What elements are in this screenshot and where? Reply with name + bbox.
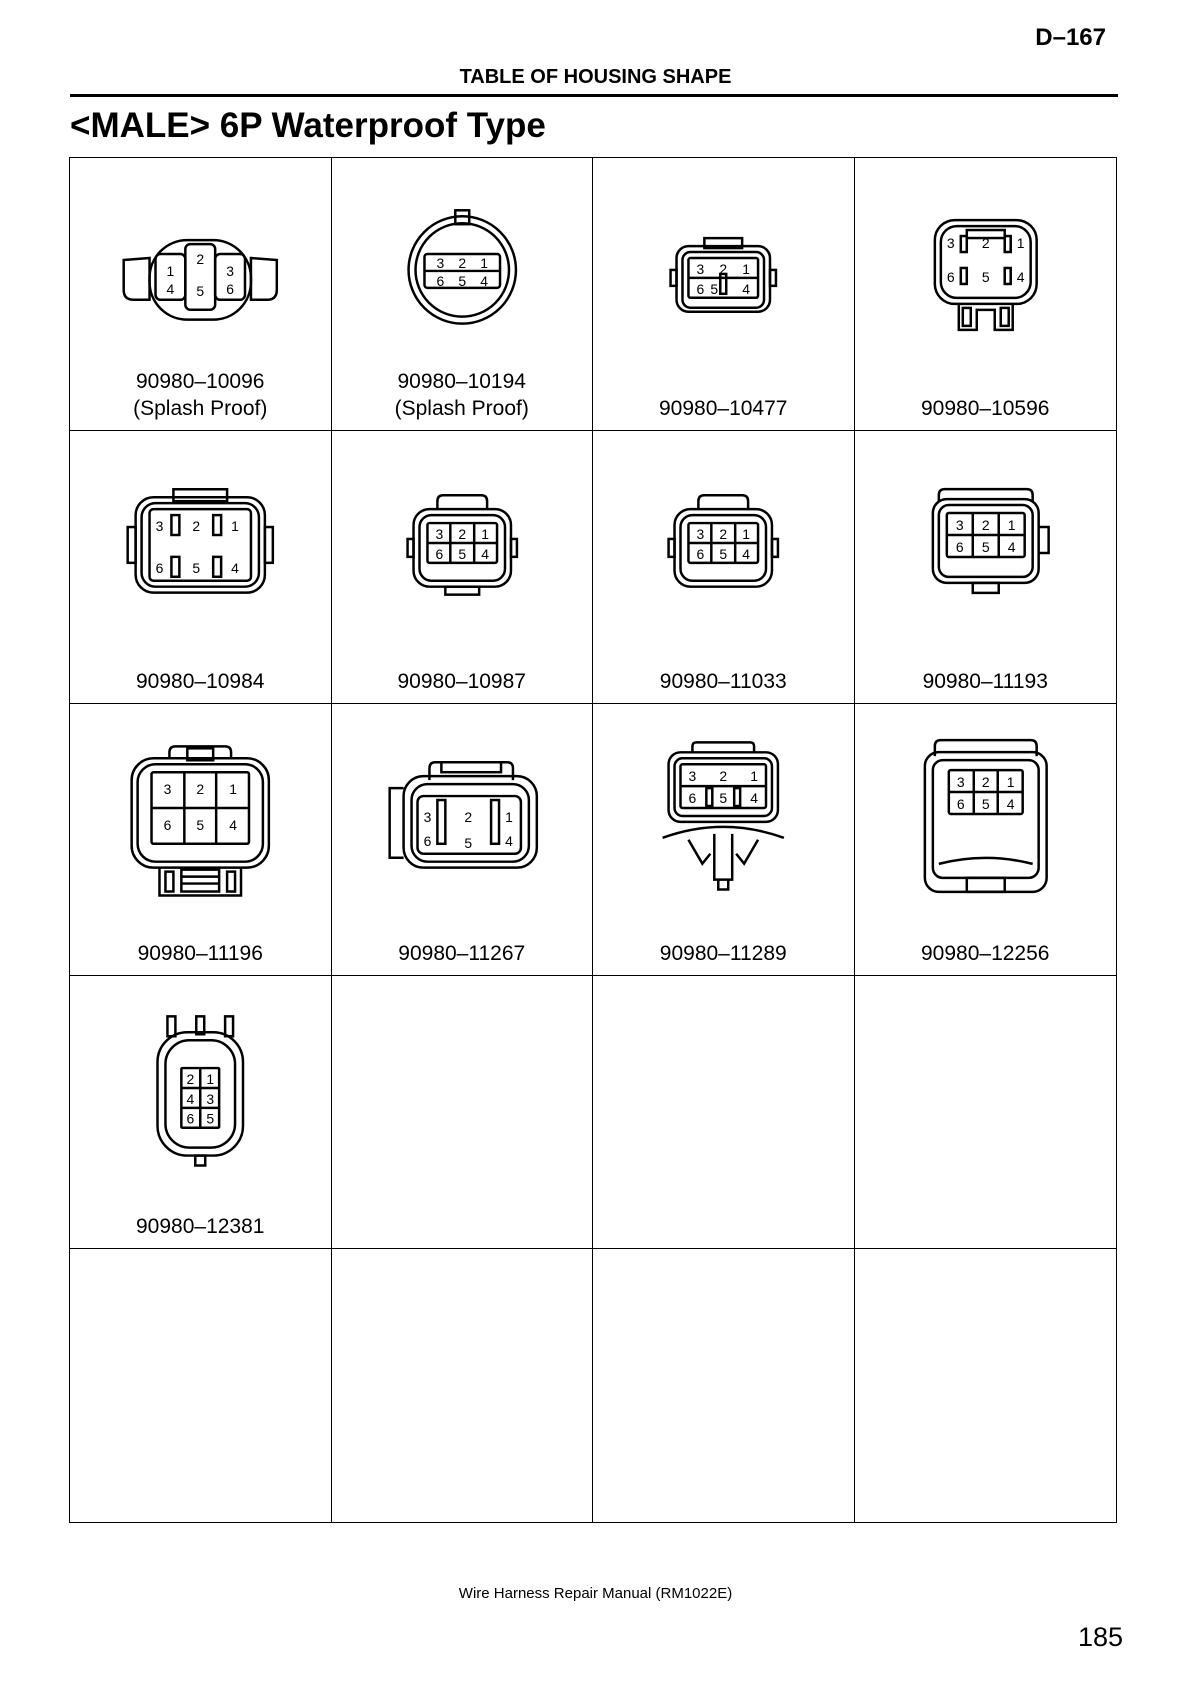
svg-text:2: 2	[196, 250, 205, 267]
svg-text:1: 1	[479, 254, 488, 271]
svg-text:2: 2	[981, 516, 990, 533]
svg-text:1: 1	[742, 525, 750, 542]
part-label: 90980–10987	[397, 669, 526, 693]
empty-cell	[332, 1249, 594, 1522]
connector-cell	[70, 431, 332, 704]
connector-cell	[332, 158, 594, 431]
connector-cell	[332, 704, 594, 977]
connector-6p-splash-oval-icon	[70, 158, 331, 363]
svg-text:5: 5	[981, 268, 990, 285]
part-label: 90980–11193	[922, 669, 1048, 693]
svg-text:6: 6	[955, 538, 964, 555]
svg-text:5: 5	[463, 834, 472, 851]
connector-cell	[332, 431, 594, 704]
housing-shape-table	[69, 157, 1117, 1523]
svg-text:4: 4	[231, 559, 239, 576]
svg-text:4: 4	[166, 280, 175, 297]
connector-6p-clip-mount-icon	[593, 704, 854, 909]
connector-6p-small-icon	[593, 158, 854, 363]
svg-text:6: 6	[163, 816, 172, 833]
svg-text:6: 6	[696, 545, 705, 562]
svg-text:2: 2	[186, 1071, 195, 1088]
part-label: 90980–10096 (Splash Proof)	[133, 369, 268, 420]
empty-cell	[593, 1249, 855, 1522]
svg-text:2: 2	[981, 773, 990, 790]
part-label: 90980–10477	[659, 396, 788, 420]
svg-text:1: 1	[504, 808, 513, 825]
svg-text:6: 6	[423, 832, 431, 849]
svg-text:2: 2	[457, 254, 466, 271]
empty-cell	[855, 976, 1117, 1249]
svg-text:6: 6	[226, 280, 234, 297]
svg-text:6: 6	[155, 559, 164, 576]
svg-text:2: 2	[196, 780, 205, 797]
svg-text:4: 4	[750, 789, 758, 806]
connector-6p-square-icon	[855, 431, 1117, 636]
svg-text:5: 5	[206, 1111, 215, 1128]
svg-text:5: 5	[981, 795, 990, 812]
svg-text:3: 3	[435, 525, 443, 542]
connector-6p-wide-icon	[70, 431, 331, 636]
svg-text:5: 5	[710, 280, 719, 297]
svg-text:3: 3	[955, 516, 964, 533]
connector-cell	[855, 431, 1117, 704]
svg-text:5: 5	[196, 816, 205, 833]
svg-text:4: 4	[229, 816, 237, 833]
svg-text:6: 6	[956, 795, 965, 812]
svg-text:3: 3	[226, 262, 234, 279]
connector-cell	[593, 431, 855, 704]
part-label: 90980–11289	[659, 942, 787, 966]
svg-text:3: 3	[688, 767, 697, 784]
svg-text:1: 1	[1016, 235, 1025, 252]
svg-text:3: 3	[696, 260, 705, 277]
empty-cell	[855, 1249, 1117, 1522]
svg-text:2: 2	[719, 767, 728, 784]
empty-cell	[332, 976, 594, 1249]
svg-text:4: 4	[1006, 795, 1015, 812]
svg-text:3: 3	[163, 780, 172, 797]
section-title: TABLE OF HOUSING SHAPE	[459, 66, 732, 88]
part-label: 90980–10596	[921, 396, 1050, 420]
svg-text:3: 3	[946, 235, 955, 252]
connector-6p-lock-tab-icon	[855, 158, 1117, 363]
svg-text:1: 1	[742, 260, 750, 277]
part-label: 90980–11196	[137, 942, 263, 966]
connector-6p-vertical-icon	[70, 976, 331, 1181]
svg-text:1: 1	[1007, 516, 1016, 533]
connector-cell	[855, 158, 1117, 431]
svg-text:2: 2	[719, 525, 728, 542]
connector-cell	[855, 704, 1117, 977]
svg-text:1: 1	[166, 262, 175, 279]
svg-text:4: 4	[1016, 268, 1025, 285]
connector-6p-tall-housing-icon	[855, 704, 1117, 909]
page-title: <MALE> 6P Waterproof Type	[70, 106, 546, 145]
page-code: D–167	[1035, 24, 1106, 51]
part-label: 90980–11033	[659, 669, 787, 693]
empty-cell	[593, 976, 855, 1249]
part-label: 90980–10984	[136, 669, 265, 693]
connector-cell	[70, 704, 332, 977]
part-label: 90980–12381	[136, 1215, 265, 1239]
svg-text:4: 4	[1007, 538, 1016, 555]
connector-6p-side-flange-icon	[332, 704, 593, 909]
connector-6p-compact-icon	[332, 431, 593, 636]
part-label: 90980–12256	[921, 942, 1050, 966]
svg-text:3: 3	[436, 254, 444, 271]
svg-text:6: 6	[696, 280, 705, 297]
svg-text:4: 4	[742, 280, 750, 297]
svg-text:2: 2	[463, 808, 472, 825]
svg-text:1: 1	[750, 767, 758, 784]
connector-6p-compact-icon	[593, 431, 854, 636]
svg-text:5: 5	[457, 272, 466, 289]
svg-text:3: 3	[206, 1091, 215, 1108]
svg-text:1: 1	[206, 1071, 215, 1088]
connector-cell	[593, 704, 855, 977]
connector-cell	[70, 158, 332, 431]
svg-text:5: 5	[719, 789, 728, 806]
svg-text:6: 6	[688, 789, 697, 806]
header-rule	[70, 94, 1118, 97]
svg-text:1: 1	[480, 525, 489, 542]
svg-text:2: 2	[981, 235, 990, 252]
footer-manual-title: Wire Harness Repair Manual (RM1022E)	[458, 1585, 733, 1602]
svg-text:4: 4	[186, 1091, 195, 1108]
connector-cell	[70, 976, 332, 1249]
page-number: 185	[1077, 1622, 1123, 1652]
svg-text:6: 6	[435, 545, 443, 562]
svg-text:5: 5	[192, 559, 201, 576]
connector-6p-round-icon	[332, 158, 593, 363]
part-label: 90980–10194 (Splash Proof)	[394, 369, 529, 420]
svg-text:1: 1	[1006, 773, 1015, 790]
svg-text:2: 2	[719, 260, 728, 277]
svg-text:6: 6	[946, 268, 955, 285]
svg-text:4: 4	[480, 545, 489, 562]
svg-text:2: 2	[192, 517, 201, 534]
svg-text:1: 1	[231, 517, 239, 534]
svg-text:6: 6	[186, 1111, 195, 1128]
svg-text:5: 5	[457, 545, 466, 562]
svg-text:3: 3	[956, 773, 965, 790]
connector-cell	[593, 158, 855, 431]
empty-cell	[70, 1249, 332, 1522]
svg-text:3: 3	[696, 525, 705, 542]
svg-text:5: 5	[719, 545, 728, 562]
svg-text:5: 5	[196, 282, 205, 299]
svg-text:2: 2	[457, 525, 466, 542]
connector-6p-large-latch-icon	[70, 704, 331, 909]
svg-text:4: 4	[742, 545, 750, 562]
svg-text:3: 3	[155, 517, 164, 534]
svg-text:4: 4	[479, 272, 488, 289]
svg-text:3: 3	[423, 808, 431, 825]
svg-text:4: 4	[504, 832, 513, 849]
part-label: 90980–11267	[398, 942, 526, 966]
svg-text:6: 6	[436, 272, 444, 289]
svg-text:5: 5	[981, 538, 990, 555]
svg-text:1: 1	[229, 780, 237, 797]
